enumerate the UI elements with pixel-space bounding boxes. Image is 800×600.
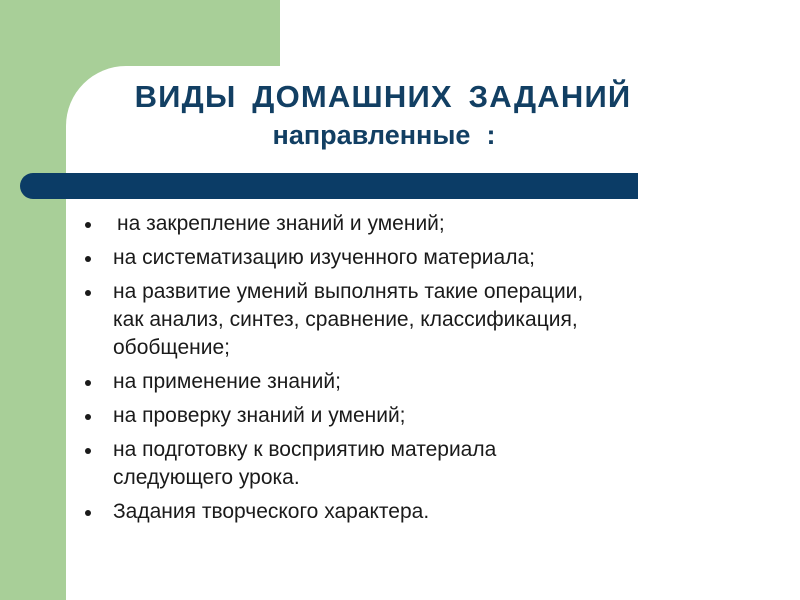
bullet-icon <box>85 222 91 228</box>
bullet-text: на систематизацию изученного материала; <box>113 246 535 269</box>
bullet-icon <box>85 510 91 516</box>
bullet-text: на закрепление знаний и умений; <box>117 212 445 235</box>
bullet-item <box>80 402 780 430</box>
bullet-text-line-2: следующего урока. <box>113 466 300 489</box>
bullet-icon <box>85 380 91 386</box>
bullet-item <box>80 436 780 492</box>
bullet-icon <box>85 290 91 296</box>
bullet-item <box>80 210 780 238</box>
title-line-2 <box>0 119 800 153</box>
bullet-text: на применение знаний; <box>113 370 341 393</box>
bullet-item <box>80 368 780 396</box>
bullet-text: на проверку знаний и умений; <box>113 404 406 427</box>
bullet-item <box>80 278 780 362</box>
bullet-list <box>80 210 780 532</box>
slide-title <box>66 78 800 153</box>
title-line-1: ВИДЫ ДОМАШНИХ ЗАДАНИЙ <box>134 79 632 114</box>
bullet-icon <box>85 414 91 420</box>
bullet-item <box>80 498 780 526</box>
bullet-icon <box>85 448 91 454</box>
bullet-text-line-3: обобщение; <box>113 336 230 359</box>
title-colon: : <box>486 119 496 150</box>
title-line-2-text: направленные <box>272 119 471 150</box>
bullet-text: Задания творческого характера. <box>113 500 430 523</box>
title-divider-bar <box>20 173 638 199</box>
bullet-item <box>80 244 780 272</box>
bullet-text-line-1: на развитие умений выполнять такие операции, <box>113 280 584 303</box>
bullet-text-line-1: на подготовку к восприятию материала <box>113 438 497 461</box>
bullet-icon <box>85 256 91 262</box>
bullet-text-line-2: как анализ, синтез, сравнение, классификация, <box>113 308 578 331</box>
